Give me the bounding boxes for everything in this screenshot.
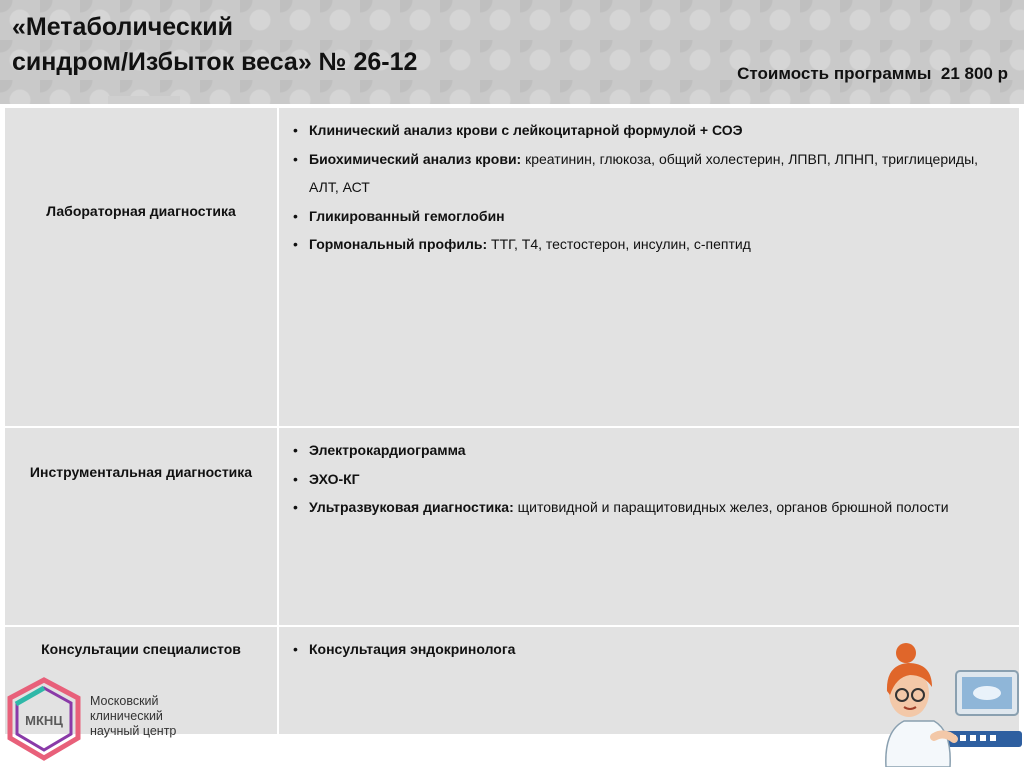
page-title [12, 10, 417, 80]
item-bold-text: ЭХО-КГ [309, 470, 360, 487]
row-items-list [287, 436, 1011, 522]
keyboard-key [980, 735, 986, 741]
table-row [4, 427, 1020, 626]
item-text: креатинин, глюкоза, общий холестерин, ЛПВП, ЛПНП, триглицериды, АЛТ, АСТ [309, 150, 979, 195]
doctor-hair-bun [896, 643, 916, 663]
doctor-arm [934, 734, 954, 739]
logo-line-3: научный центр [90, 724, 177, 738]
item-bold-text: Консультация эндокринолога [309, 641, 516, 657]
item-bold-text: Ультразвуковая диагностика: [309, 499, 514, 515]
row-label-cell [4, 427, 278, 626]
logo-abbr: МКНЦ [25, 713, 63, 728]
program-price-text: Стоимость программы 21 800 р [737, 64, 1008, 83]
row-label: Инструментальная диагностика [29, 464, 253, 480]
row-label-cell [4, 107, 278, 427]
list-item [309, 202, 1011, 231]
doctor-coat [886, 721, 950, 767]
item-text: ТТГ, Т4, тестостерон, инсулин, с-пептид [487, 236, 751, 252]
ultrasound-image [973, 686, 1001, 700]
title-line-2: синдром/Избыток веса» № 26-12 [12, 48, 418, 76]
row-items-cell [278, 427, 1020, 626]
row-items-cell [278, 107, 1020, 427]
table-row [4, 107, 1020, 427]
list-item [309, 493, 1011, 522]
header-notch [108, 96, 180, 104]
row-label: Консультации специалистов [41, 641, 241, 657]
item-bold-text: Электрокардиограмма [309, 442, 466, 458]
item-bold-text: Гликированный гемоглобин [309, 207, 505, 224]
row-label: Лабораторная диагностика [46, 203, 236, 219]
item-text: щитовидной и паращитовидных желез, органов брюшной полости [513, 499, 949, 515]
doctor-illustration [860, 635, 1024, 767]
list-item [309, 230, 1011, 259]
item-bold-text: Клинический анализ крови с лейкоцитарной формулой + СОЭ [309, 122, 743, 138]
keyboard-key [960, 735, 966, 741]
title-line-1: «Метаболический [12, 13, 234, 41]
list-item [309, 116, 1011, 145]
list-item [309, 465, 1011, 494]
logo-line-1: Московский [90, 694, 159, 708]
program-price [737, 64, 1008, 84]
logo-caption [90, 694, 176, 739]
keyboard-key [990, 735, 996, 741]
row-items-list [287, 116, 1011, 259]
logo-line-2: клинический [90, 709, 163, 723]
keyboard-key [970, 735, 976, 741]
list-item [309, 145, 1011, 202]
item-bold-text: Гормональный профиль: [309, 236, 488, 252]
item-bold-text: Биохимический анализ крови: [309, 150, 522, 167]
list-item [309, 436, 1011, 465]
